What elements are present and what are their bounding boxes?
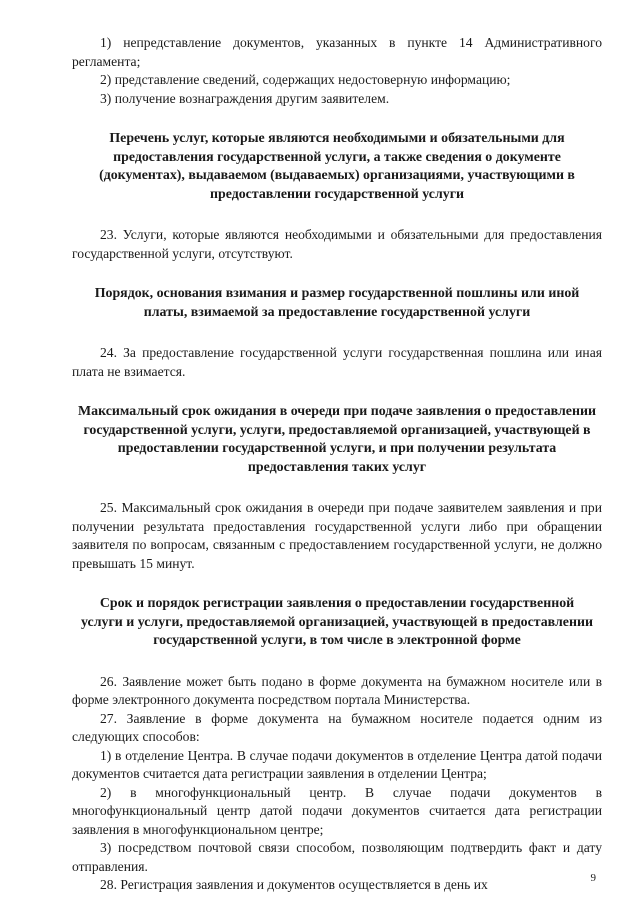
paragraph: 25. Максимальный срок ожидания в очереди при подаче заявителем заявления и при получении результата предоставления государственной услуги либо при обращении заявителя по вопросам, связанным с предоставлением государственной услуги, не должно превышать 15 минут. bbox=[72, 500, 602, 571]
spacer bbox=[72, 108, 602, 130]
paragraph: 3) посредством почтовой связи способом, позволяющим подтвердить факт и дату отправления. bbox=[72, 840, 602, 874]
document-page bbox=[72, 34, 602, 895]
paragraph: 2) представление сведений, содержащих недостоверную информацию; bbox=[100, 72, 511, 87]
page-number: 9 bbox=[590, 872, 596, 884]
spacer bbox=[72, 204, 602, 226]
section-heading: Срок и порядок регистрации заявления о предоставлении государственной услуги и услуги, предоставляемой организацией, участвующей в предоставлении государственной услуги, в том числе в электронной форме bbox=[81, 596, 593, 648]
paragraph: 23. Услуги, которые являются необходимыми и обязательными для предоставления государственной услуги, отсутствуют. bbox=[72, 227, 602, 261]
paragraph: 2) в многофункциональный центр. В случае подачи документов в многофункциональный центр датой подачи документов считается дата регистрации заявления в многофункциональном центре; bbox=[72, 784, 602, 837]
paragraph: 1) в отделение Центра. В случае подачи документов в отделение Центра датой подачи документов считается дата регистрации заявления в отделении Центра; bbox=[72, 747, 602, 781]
paragraph: 28. Регистрация заявления и документов осуществляется в день их bbox=[100, 877, 488, 892]
spacer bbox=[72, 651, 602, 673]
paragraph: 1) непредставление документов, указанных в пункте 14 Административного регламента; bbox=[72, 35, 602, 69]
spacer bbox=[72, 477, 602, 499]
paragraph: 27. Заявление в форме документа на бумажном носителе подается одним из следующих способов: bbox=[72, 710, 602, 744]
section-heading: Порядок, основания взимания и размер государственной пошлины или иной платы, взимаемой за предоставление государственной услуги bbox=[94, 286, 580, 320]
spacer bbox=[72, 263, 602, 285]
spacer bbox=[72, 381, 602, 403]
paragraph: 24. За предоставление государственной услуги государственная пошлина или иная плата не взимается. bbox=[72, 345, 602, 379]
spacer bbox=[72, 573, 602, 595]
paragraph: 3) получение вознаграждения другим заявителем. bbox=[100, 90, 390, 106]
spacer bbox=[72, 322, 602, 344]
section-heading: Перечень услуг, которые являются необходимыми и обязательными для предоставления государственной услуги, а также сведения о документе (документах), выдаваемом (выдаваемых) организациями, участвующими в предоставлении государственной услуги bbox=[99, 131, 575, 202]
section-heading: Максимальный срок ожидания в очереди при подаче заявления о предоставлении государственной услуги, услуги, предоставляемой организацией, участвующей в предоставлении государственной услуги, и при получении результата предоставления таких услуг bbox=[78, 404, 596, 475]
paragraph: 26. Заявление может быть подано в форме документа на бумажном носителе или в форме электронного документа посредством портала Министерства. bbox=[72, 673, 602, 707]
